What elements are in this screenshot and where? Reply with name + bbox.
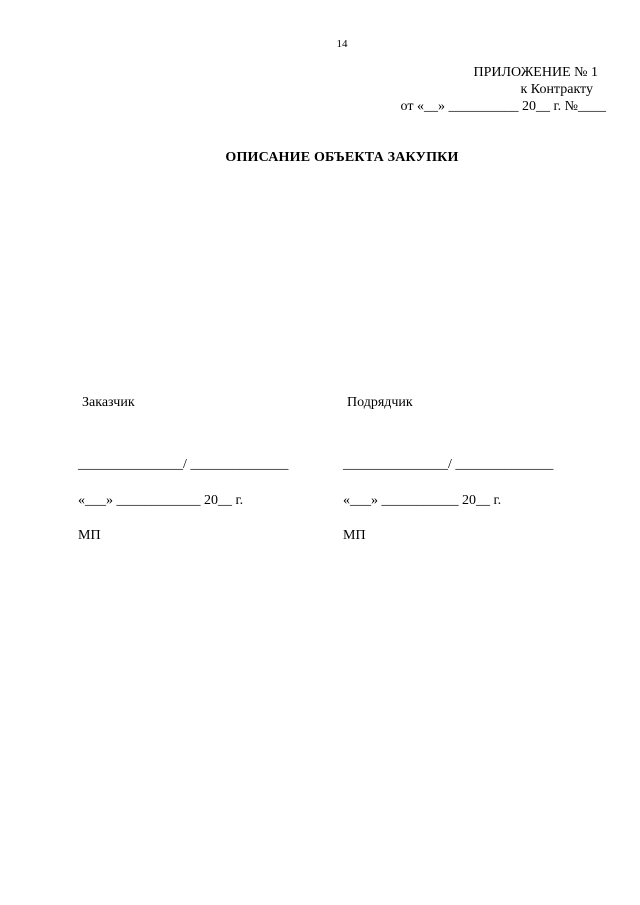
customer-signature-block [78,394,288,544]
appendix-date-line: от «__» __________ 20__ г. №____ [400,99,606,114]
customer-stamp-label: МП [78,528,101,543]
document-title: ОПИСАНИЕ ОБЪЕКТА ЗАКУПКИ [225,150,459,165]
contractor-label: Подрядчик [347,395,413,410]
contractor-stamp-label: МП [343,528,366,543]
customer-signature-line: _______________/ ______________ [78,457,289,472]
appendix-subtitle: к Контракту [520,82,593,97]
appendix-title: ПРИЛОЖЕНИЕ № 1 [473,65,598,80]
contractor-signature-block [343,394,553,544]
customer-date-line: «___» ____________ 20__ г. [78,493,244,508]
appendix-header [401,64,606,115]
page-number: 14 [336,38,348,50]
contractor-date-line: «___» ___________ 20__ г. [343,493,502,508]
customer-label: Заказчик [82,395,135,410]
contractor-signature-line: _______________/ ______________ [343,457,554,472]
